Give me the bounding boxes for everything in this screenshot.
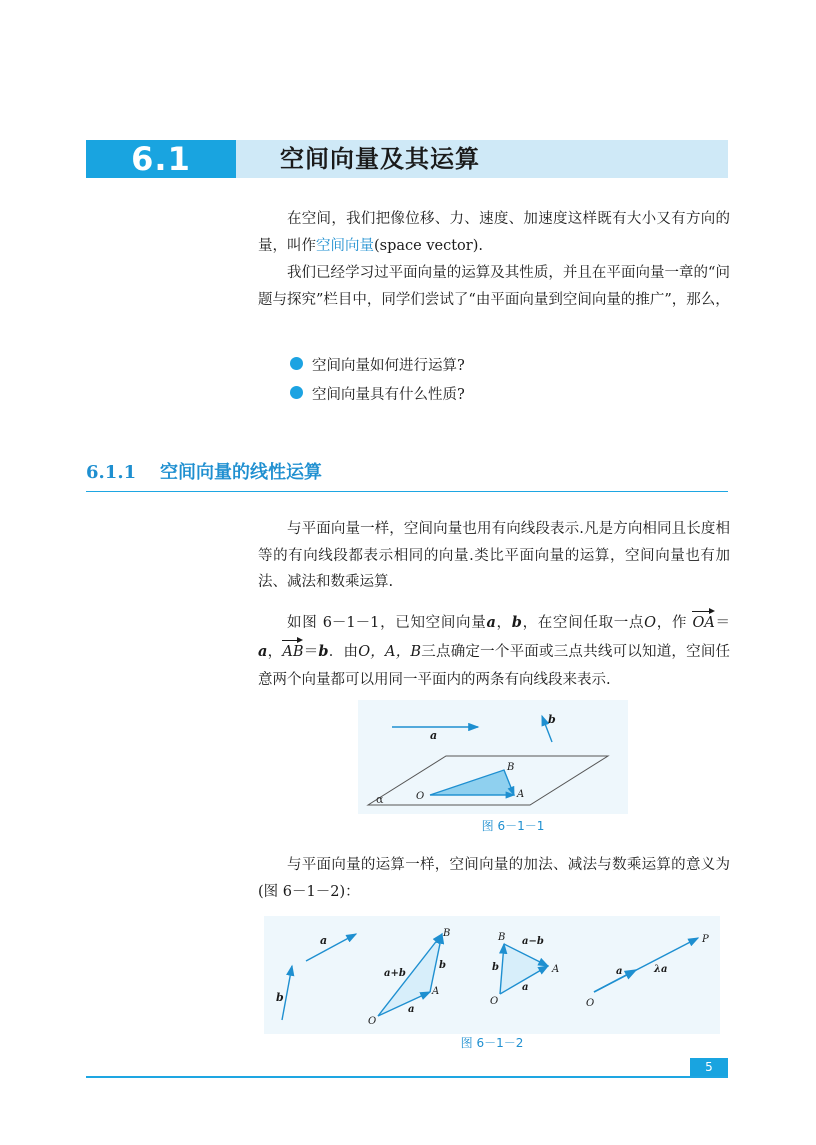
figure-6-1-2 bbox=[264, 916, 720, 1034]
section-header bbox=[86, 140, 728, 178]
figure-6-1-2-drawing bbox=[264, 916, 720, 1034]
question-item: 空间向量如何进行运算? bbox=[312, 358, 465, 374]
bullet-icon bbox=[290, 357, 303, 370]
math-eq: ＝ bbox=[303, 643, 319, 660]
footer-rule bbox=[86, 1076, 728, 1078]
section-number: 6.1 bbox=[86, 140, 236, 178]
p4-text: ，在空间任取一点 bbox=[521, 615, 645, 631]
figure-6-1-1-drawing bbox=[358, 700, 628, 814]
math-O: O bbox=[644, 615, 657, 631]
vector-AB: AB bbox=[282, 643, 304, 660]
math-b: b bbox=[318, 642, 329, 660]
label-b1: b bbox=[276, 991, 284, 1004]
scalar-label-a: a bbox=[616, 966, 623, 977]
intro-text: 在空间，我们把像位移、力、速度、加速度这样既有大小又有方向的量，叫作 bbox=[258, 211, 730, 254]
scalar-label-O: O bbox=[586, 998, 595, 1009]
label-B: B bbox=[507, 762, 515, 773]
bullet-icon bbox=[290, 386, 303, 399]
p4-comma: ， bbox=[267, 643, 283, 660]
sum-label-ab: a+b bbox=[384, 968, 406, 979]
p4-text: ，作 bbox=[656, 615, 688, 631]
diff-label-a: a bbox=[522, 982, 529, 993]
diff-label-B: B bbox=[498, 932, 506, 943]
page-number: 5 bbox=[690, 1058, 728, 1076]
diff-label-A: A bbox=[552, 964, 560, 975]
label-a1: a bbox=[320, 934, 328, 947]
math-eq: ＝ bbox=[714, 615, 731, 631]
body-paragraph-2 bbox=[258, 609, 730, 695]
p4-text: 三点确定一个平面或三点共线可以知道，空间任意两个向量都可以用同一平面内的两条有向线段来表示. bbox=[258, 643, 731, 688]
sum-label-O: O bbox=[368, 1016, 377, 1027]
label-b: b bbox=[548, 713, 556, 726]
diff-label-O: O bbox=[490, 996, 499, 1007]
p4-comma: ， bbox=[495, 615, 512, 631]
intro-text-english: (space vector). bbox=[374, 237, 483, 254]
section-title: 空间向量及其运算 bbox=[280, 144, 480, 173]
vector-OA: OA bbox=[692, 615, 715, 631]
question-item: 空间向量具有什么性质? bbox=[312, 387, 465, 403]
figure-caption-1: 图 6－1－1 bbox=[481, 819, 545, 833]
intro-paragraph-2: 我们已经学习过平面向量的运算及其性质，并且在平面向量一章的“问题与探究”栏目中，同学们尝试了“由平面向量到空间向量的推广”，那么， bbox=[258, 265, 730, 308]
sum-label-B: B bbox=[443, 928, 451, 939]
scalar-label-P: P bbox=[702, 934, 709, 945]
math-b: b bbox=[511, 614, 522, 631]
vector-a-arrow bbox=[306, 934, 356, 961]
body-paragraph-1: 与平面向量一样，空间向量也用有向线段表示.凡是方向相同且长度相等的有向线段都表示相同的向量.类比平面向量的运算，空间向量也有加法、减法和数乘运算. bbox=[258, 521, 730, 590]
p4-text: ．由 bbox=[328, 643, 359, 660]
diff-label-amb: a−b bbox=[522, 936, 544, 947]
intro-paragraph-1 bbox=[258, 206, 730, 259]
math-a: a bbox=[258, 642, 268, 660]
scalar-label-la: λa bbox=[654, 964, 668, 975]
subsection-rule bbox=[86, 491, 728, 492]
math-a: a bbox=[486, 614, 496, 631]
sum-label-A: A bbox=[432, 986, 440, 997]
label-a: a bbox=[430, 729, 438, 742]
math-OAB: O，A，B bbox=[358, 643, 422, 660]
body-paragraph-3: 与平面向量的运算一样，空间向量的加法、减法与数乘运算的意义为(图 6－1－2)： bbox=[258, 857, 730, 900]
figure-caption-2: 图 6－1－2 bbox=[460, 1036, 524, 1050]
p4-text: 如图 6－1－1，已知空间向量 bbox=[287, 615, 487, 631]
diff-label-b: b bbox=[492, 962, 499, 973]
subsection-title: 空间向量的线性运算 bbox=[160, 462, 322, 483]
subsection-heading bbox=[86, 458, 322, 484]
subsection-number: 6.1.1 bbox=[86, 462, 137, 483]
triangle-OAB bbox=[430, 770, 514, 795]
figure-6-1-1 bbox=[358, 700, 628, 814]
scalar-vector-a bbox=[594, 970, 636, 992]
label-A: A bbox=[517, 789, 525, 800]
sum-label-b: b bbox=[439, 960, 446, 971]
label-O: O bbox=[416, 791, 425, 802]
term-space-vector: 空间向量 bbox=[316, 237, 374, 254]
section-title-bar bbox=[236, 140, 728, 178]
sum-label-a: a bbox=[408, 1004, 415, 1015]
label-alpha: α bbox=[376, 793, 384, 806]
